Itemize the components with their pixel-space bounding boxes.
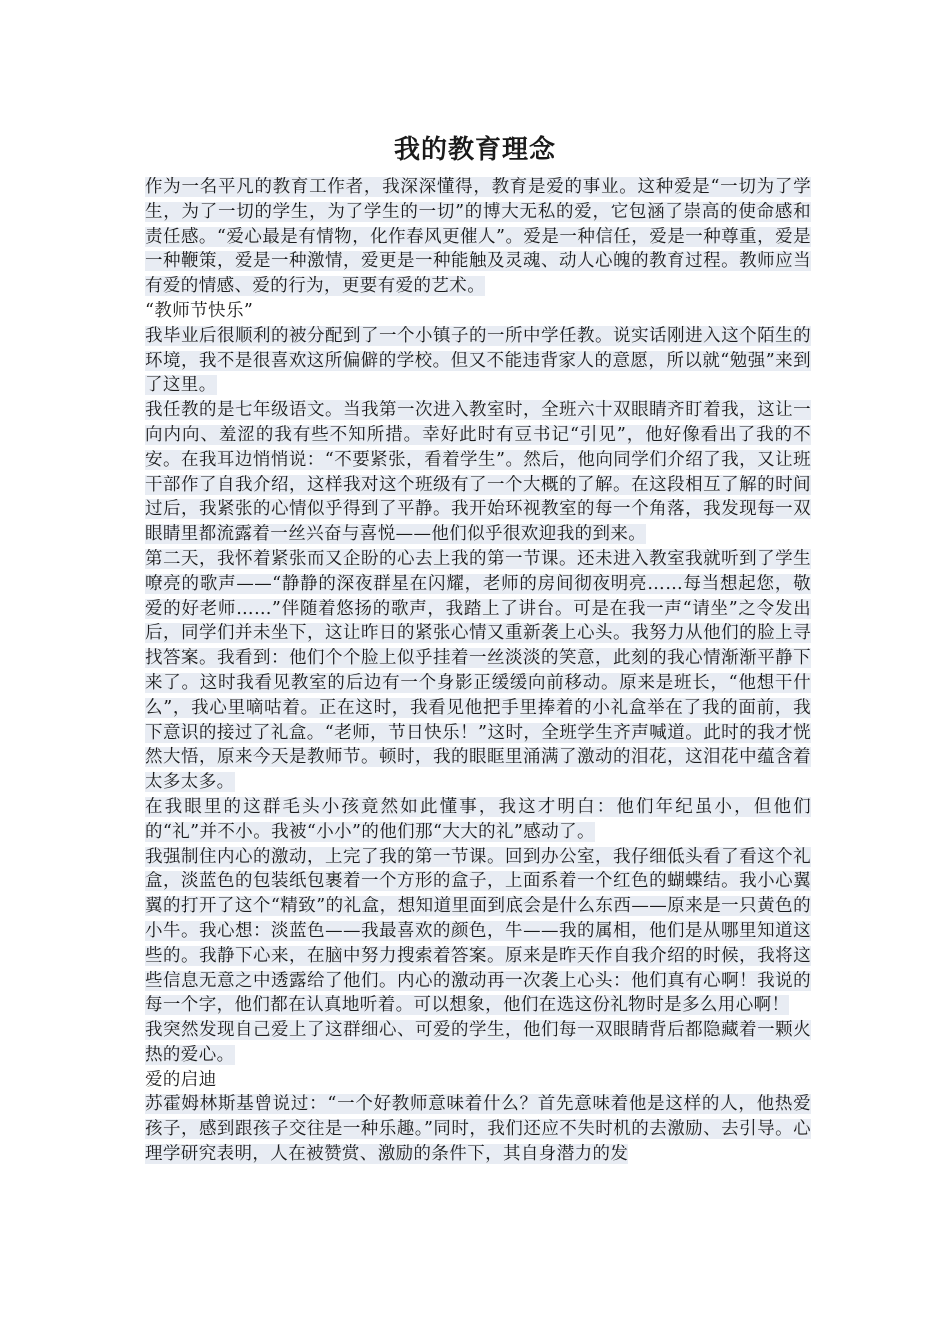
paragraph-intro	[145, 175, 811, 299]
document-title: 我的教育理念	[393, 135, 556, 165]
paragraph-text: 在我眼里的这群毛头小孩竟然如此懂事，我这才明白：他们年纪虽小，但他们的“礼”并不小。我被“小小”的他们那“大大的礼”感动了。	[145, 796, 811, 842]
paragraph-text: 我强制住内心的激动，上完了我的第一节课。回到办公室，我仔细低头看了看这个礼盒，淡蓝色的包装纸包裹着一个方形的盒子，上面系着一个红色的蝴蝶结。我小心翼翼的打开了这个“精致”的礼盒，想知道里面到底会是什么东西——原来是一只黄色的小牛。我心想：淡蓝色——我最喜欢的颜色，牛——我的属相，他们是从哪里知道这些的。我静下心来，在脑中努力搜索着答案。原来是昨天作自我介绍的时候，我将这些信息无意之中透露给了他们。内心的激动再一次袭上心头：他们真有心啊！我说的每一个字，他们都在认真地听着。可以想象，他们在选这份礼物时是多么用心啊！	[145, 846, 811, 1016]
section-heading-text: “教师节快乐”	[145, 300, 254, 321]
section-heading-teachers-day	[145, 299, 811, 324]
paragraph	[145, 1018, 811, 1068]
paragraph-text: 作为一名平凡的教育工作者，我深深懂得，教育是爱的事业。这种爱是“一切为了学生，为了一切的学生，为了学生的一切”的博大无私的爱，它包涵了崇高的使命感和责任感。“爱心最是有情物，化作春风更催人”。爱是一种信任，爱是一种尊重，爱是一种鞭策，爱是一种激情，爱更是一种能触及灵魂、动人心魄的教育过程。教师应当有爱的情感、爱的行为，更要有爱的艺术。	[145, 177, 811, 297]
paragraph-text: 我任教的是七年级语文。当我第一次进入教室时，全班六十双眼睛齐盯着我，这让一向内向、羞涩的我有些不知所措。幸好此时有豆书记“引见”，他好像看出了我的不安。在我耳边悄悄说：“不要紧张，看着学生”。然后，他向同学们介绍了我，又让班干部作了自我介绍，这样我对这个班级有了一个大概的了解。在这段相互了解的时间过后，我紧张的心情似乎得到了平静。我开始环视教室的每一个角落，我发现每一双眼睛里都流露着一丝兴奋与喜悦——他们似乎很欢迎我的到来。	[145, 400, 811, 545]
paragraph	[145, 547, 811, 795]
paragraph-text: 苏霍姆林斯基曾说过：“一个好教师意味着什么？首先意味着他是这样的人，他热爱孩子，感到跟孩子交往是一种乐趣。”同时，我们还应不失时机的去激励、去引导。心理学研究表明，人在被赞赏、激励的条件下，其自身潜力的发	[145, 1094, 811, 1165]
paragraph-text: 我突然发现自己爱上了这群细心、可爱的学生，他们每一双眼睛背后都隐藏着一颗火热的爱心。	[145, 1020, 811, 1065]
paragraph	[145, 398, 811, 547]
paragraph	[145, 845, 811, 1019]
section-heading-love-inspiration	[145, 1068, 811, 1093]
paragraph	[145, 324, 811, 398]
paragraph-text: 第二天，我怀着紧张而又企盼的心去上我的第一节课。还未进入教室我就听到了学生嘹亮的歌声——“静静的深夜群星在闪耀，老师的房间彻夜明亮……每当想起您，敬爱的好老师……”伴随着悠扬的歌声，我踏上了讲台。可是在我一声“请坐”之令发出后，同学们并未坐下，这让昨日的紧张心情又重新袭上心头。我努力从他们的脸上寻找答案。我看到：他们个个脸上似乎挂着一丝淡淡的笑意，此刻的我心情渐渐平静下来了。这时我看见教室的后边有一个身影正缓缓向前移动。原来是班长，“他想干什么”，我心里嘀咕着。正在这时，我看见他把手里捧着的小礼盒举在了我的面前，我下意识的接过了礼盒。“老师，节日快乐！”这时，全班学生齐声喊道。此时的我才恍然大悟，原来今天是教师节。顿时，我的眼眶里涌满了激动的泪花，这泪花中蕴含着太多太多。	[145, 548, 811, 793]
section-heading-text: 爱的启迪	[145, 1069, 217, 1090]
paragraph	[145, 1092, 811, 1166]
document-body	[145, 175, 811, 1167]
paragraph	[145, 795, 811, 845]
paragraph-text: 我毕业后很顺利的被分配到了一个小镇子的一所中学任教。说实话刚进入这个陌生的环境，我不是很喜欢这所偏僻的学校。但又不能违背家人的意愿，所以就“勉强”来到了这里。	[145, 325, 811, 396]
